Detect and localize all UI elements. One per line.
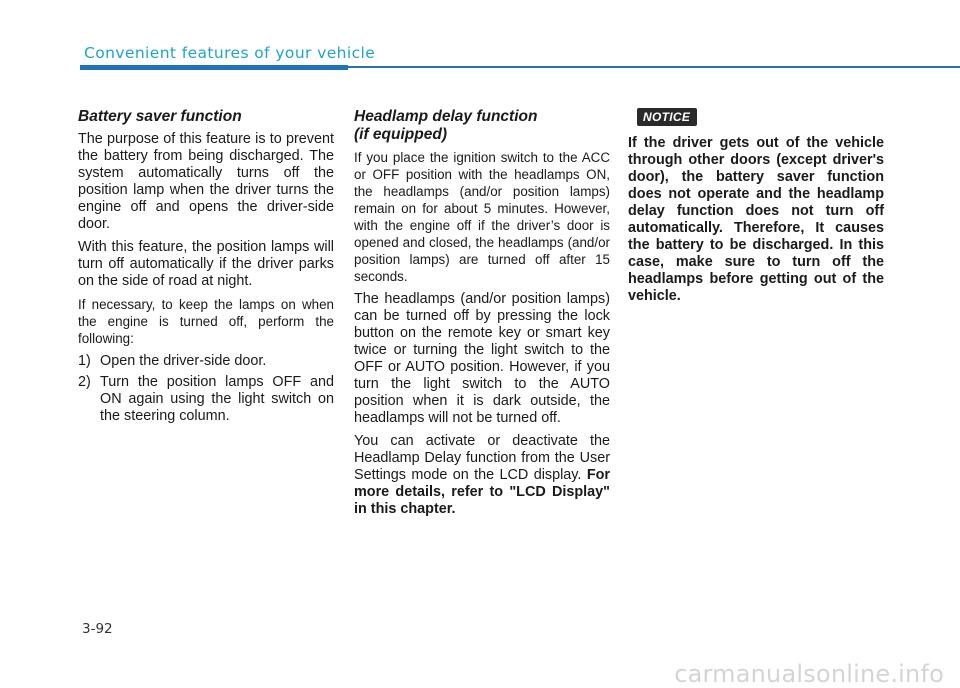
notice-text: If the driver gets out of the vehicle through other doors (except driver's door), the battery saver function does not operate and the headlamp delay function does not turn off automatically. Therefore, It causes the battery to be discharged. In this case, make sure to turn off the headlamps before getting out of the vehicle. [628, 135, 884, 304]
step-item [78, 374, 334, 425]
battery-saver-para-1: The purpose of this feature is to prevent the battery from being discharged. The system automatically turns off the position lamp when the driver turns the engine off and opens the driver-side door. [78, 131, 334, 232]
headlamp-delay-para-2: The headlamps (and/or position lamps) can be turned off by pressing the lock button on the remote key or smart key twice or turning the light switch to the OFF or AUTO position. However, if you turn the light switch to the AUTO position when it is dark outside, the headlamps will not be turned off. [354, 291, 610, 426]
battery-saver-heading: Battery saver function [78, 108, 242, 125]
header-rule-thick [80, 65, 348, 70]
step-text: Turn the position lamps OFF and ON again using the light switch on the steering column. [100, 374, 334, 424]
step-number: 1) [78, 353, 91, 369]
step-item [78, 353, 334, 370]
step-number: 2) [78, 374, 91, 390]
headlamp-delay-column [354, 108, 610, 524]
headlamp-delay-reference: For more details, refer to "LCD Display" in this chapter. [354, 467, 611, 517]
page-number: 3-92 [82, 621, 113, 637]
step-text: Open the driver-side door. [100, 353, 267, 369]
headlamp-delay-para-3-text: You can activate or deactivate the Headlamp Delay function from the User Settings mode on the LCD display. [354, 433, 610, 483]
battery-saver-column [78, 108, 334, 429]
notice-badge: NOTICE [637, 108, 697, 126]
header-rule-thin [348, 66, 960, 68]
notice-badge-wrap [628, 108, 884, 135]
headlamp-delay-para-3 [354, 433, 610, 518]
battery-saver-para-2: With this feature, the position lamps will turn off automatically if the driver parks on the side of road at night. [78, 239, 334, 289]
section-title: Convenient features of your vehicle [84, 44, 376, 62]
headlamp-delay-heading-line-2: (if equipped) [354, 126, 447, 143]
watermark: carmanualsonline.info [674, 660, 944, 688]
headlamp-delay-heading [354, 108, 610, 144]
headlamp-delay-para-1: If you place the ignition switch to the ACC or OFF position with the headlamps ON, the headlamps (and/or position lamps) remain on for about 5 minutes. However, with the engine off if the driver’s door is opened and closed, the headlamps (and/or position lamps) are turned off after 15 seconds. [354, 150, 610, 284]
notice-column [628, 108, 884, 305]
battery-saver-para-3: If necessary, to keep the lamps on when the engine is turned off, perform the following: [78, 297, 334, 346]
headlamp-delay-heading-line-1: Headlamp delay function [354, 108, 538, 125]
